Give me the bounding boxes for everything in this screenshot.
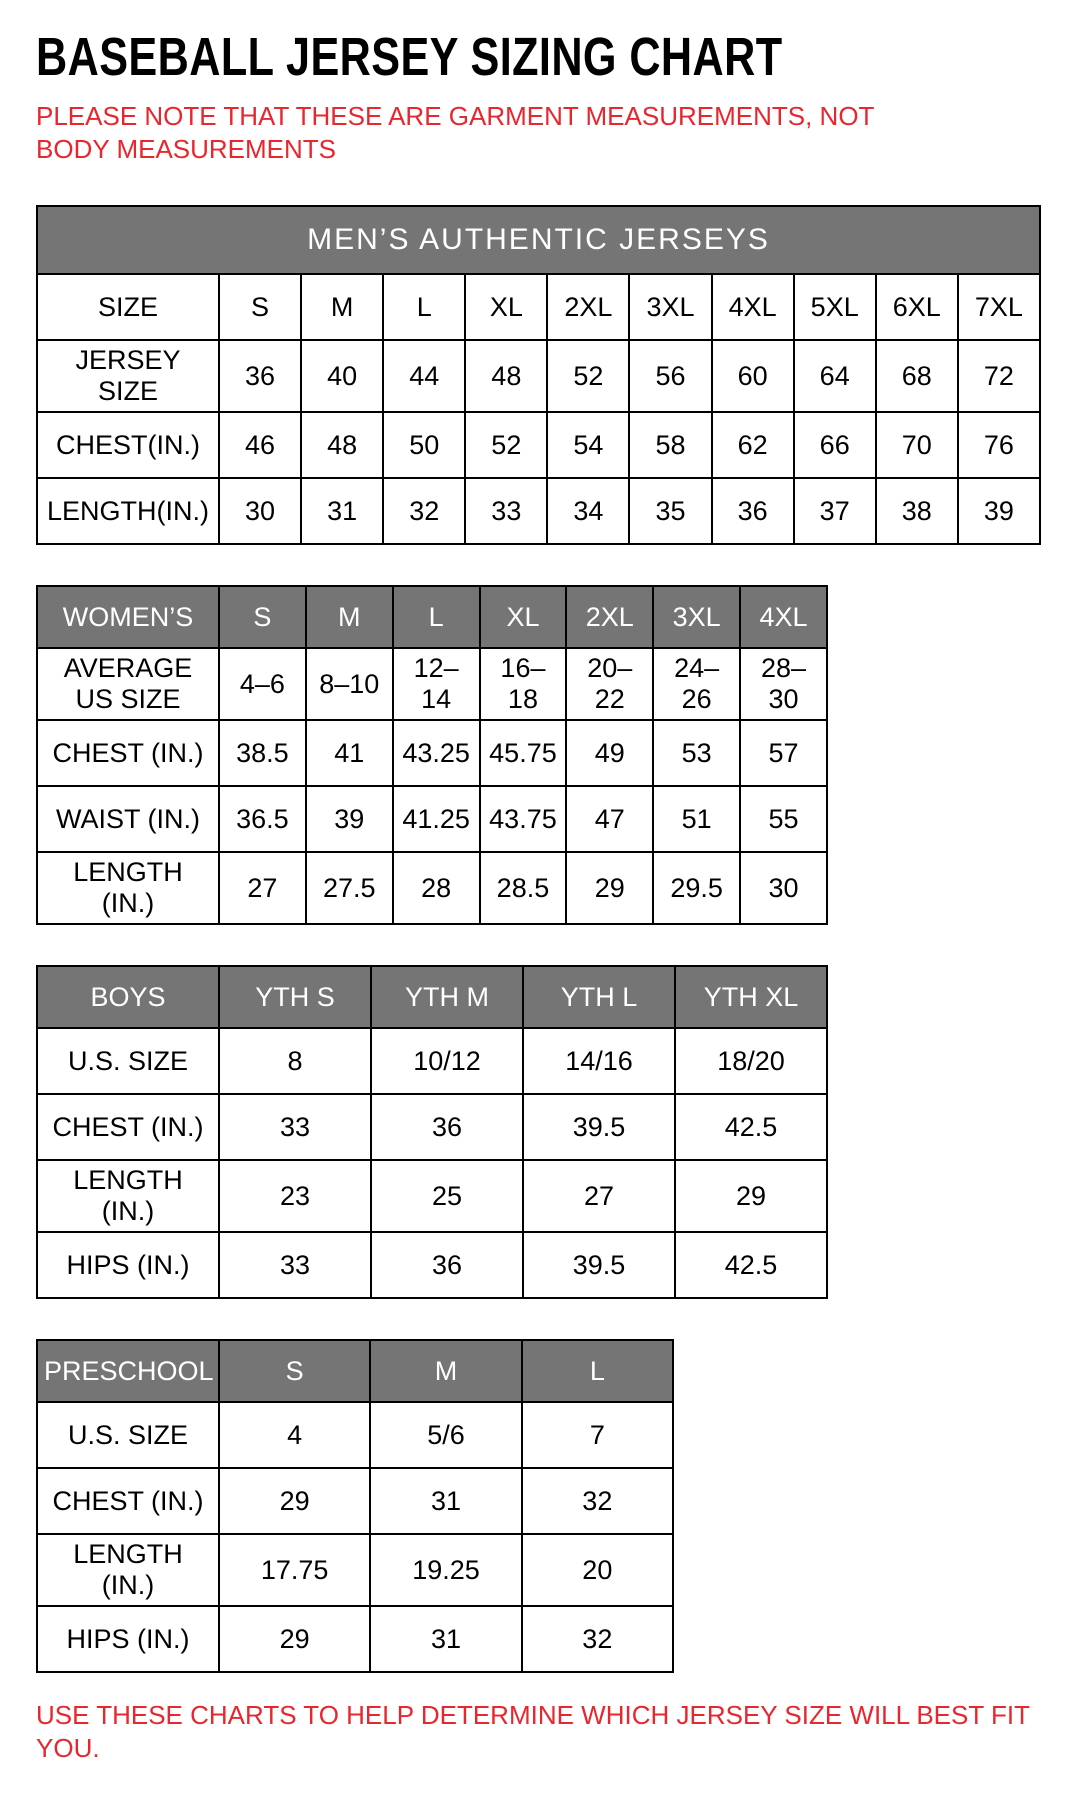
mens-value-cell: 36 <box>219 340 301 412</box>
boys-header-cell: YTH XL <box>675 966 827 1028</box>
womens-header-cell: WOMEN’S <box>37 586 219 648</box>
mens-value-cell: 38 <box>876 478 958 544</box>
womens-value-cell: 28.5 <box>480 852 567 924</box>
fit-advice-note: USE THESE CHARTS TO HELP DETERMINE WHICH JERSEY SIZE WILL BEST FIT YOU. <box>36 1700 1030 1763</box>
womens-value-cell: 8–10 <box>306 648 393 720</box>
mens-value-cell: 62 <box>712 412 794 478</box>
womens-value-cell: 39 <box>306 786 393 852</box>
mens-value-cell: 54 <box>547 412 629 478</box>
mens-value-cell: 7XL <box>958 274 1040 340</box>
mens-value-cell: 34 <box>547 478 629 544</box>
womens-value-cell: 47 <box>566 786 653 852</box>
womens-value-cell: 27.5 <box>306 852 393 924</box>
womens-value-cell: 55 <box>740 786 827 852</box>
mens-value-cell: 48 <box>301 412 383 478</box>
mens-row <box>37 412 1040 478</box>
boys-value-cell: 33 <box>219 1232 371 1298</box>
mens-value-cell: 33 <box>465 478 547 544</box>
womens-value-cell: 4–6 <box>219 648 306 720</box>
mens-value-cell: 40 <box>301 340 383 412</box>
boys-value-cell: 36 <box>371 1232 523 1298</box>
womens-row <box>37 648 827 720</box>
womens-row <box>37 852 827 924</box>
preschool-header-cell: L <box>522 1340 673 1402</box>
boys-value-cell: 8 <box>219 1028 371 1094</box>
boys-row <box>37 1160 827 1232</box>
preschool-row-label: HIPS (IN.) <box>37 1606 219 1672</box>
mens-value-cell: 58 <box>629 412 711 478</box>
boys-header-row <box>37 966 827 1028</box>
boys-value-cell: 42.5 <box>675 1232 827 1298</box>
womens-header-cell: L <box>393 586 480 648</box>
mens-value-cell: 30 <box>219 478 301 544</box>
mens-value-cell: 60 <box>712 340 794 412</box>
mens-value-cell: L <box>383 274 465 340</box>
womens-value-cell: 30 <box>740 852 827 924</box>
womens-value-cell: 16–18 <box>480 648 567 720</box>
womens-row-label: AVERAGE US SIZE <box>37 648 219 720</box>
preschool-value-cell: 17.75 <box>219 1534 370 1606</box>
womens-value-cell: 24–26 <box>653 648 740 720</box>
mens-row-label: LENGTH(IN.) <box>37 478 219 544</box>
boys-header-cell: YTH S <box>219 966 371 1028</box>
mens-table-banner: MEN’S AUTHENTIC JERSEYS <box>37 206 1040 274</box>
boys-header-cell: BOYS <box>37 966 219 1028</box>
womens-row-label: WAIST (IN.) <box>37 786 219 852</box>
mens-value-cell: 66 <box>794 412 876 478</box>
womens-header-cell: 2XL <box>566 586 653 648</box>
womens-value-cell: 28 <box>393 852 480 924</box>
mens-value-cell: 32 <box>383 478 465 544</box>
preschool-row <box>37 1606 673 1672</box>
preschool-value-cell: 32 <box>522 1606 673 1672</box>
preschool-value-cell: 19.25 <box>370 1534 521 1606</box>
womens-value-cell: 43.25 <box>393 720 480 786</box>
mens-value-cell: M <box>301 274 383 340</box>
mens-value-cell: 5XL <box>794 274 876 340</box>
womens-value-cell: 45.75 <box>480 720 567 786</box>
preschool-row-label: CHEST (IN.) <box>37 1468 219 1534</box>
mens-row <box>37 478 1040 544</box>
mens-value-cell: 52 <box>465 412 547 478</box>
preschool-value-cell: 31 <box>370 1468 521 1534</box>
womens-value-cell: 29 <box>566 852 653 924</box>
mens-value-cell: 35 <box>629 478 711 544</box>
mens-value-cell: 37 <box>794 478 876 544</box>
womens-value-cell: 41.25 <box>393 786 480 852</box>
boys-value-cell: 33 <box>219 1094 371 1160</box>
preschool-row-label: LENGTH (IN.) <box>37 1534 219 1606</box>
preschool-header-cell: S <box>219 1340 370 1402</box>
womens-value-cell: 20–22 <box>566 648 653 720</box>
garment-measurements-note: PLEASE NOTE THAT THESE ARE GARMENT MEASUREMENTS, NOT BODY MEASUREMENTS <box>36 101 874 164</box>
boys-value-cell: 29 <box>675 1160 827 1232</box>
womens-row <box>37 720 827 786</box>
boys-row-label: LENGTH (IN.) <box>37 1160 219 1232</box>
boys-row <box>37 1094 827 1160</box>
mens-banner-row <box>37 206 1040 274</box>
boys-value-cell: 23 <box>219 1160 371 1232</box>
womens-row-label: CHEST (IN.) <box>37 720 219 786</box>
womens-value-cell: 29.5 <box>653 852 740 924</box>
womens-value-cell: 38.5 <box>219 720 306 786</box>
mens-row-label: JERSEY SIZE <box>37 340 219 412</box>
boys-header-cell: YTH L <box>523 966 675 1028</box>
womens-value-cell: 43.75 <box>480 786 567 852</box>
mens-value-cell: 36 <box>712 478 794 544</box>
preschool-row <box>37 1402 673 1468</box>
preschool-value-cell: 20 <box>522 1534 673 1606</box>
preschool-header-row <box>37 1340 673 1402</box>
womens-value-cell: 12–14 <box>393 648 480 720</box>
preschool-sizing-table <box>36 1339 674 1673</box>
mens-row <box>37 340 1040 412</box>
mens-value-cell: S <box>219 274 301 340</box>
preschool-value-cell: 31 <box>370 1606 521 1672</box>
womens-row-label: LENGTH (IN.) <box>37 852 219 924</box>
boys-header-cell: YTH M <box>371 966 523 1028</box>
boys-value-cell: 42.5 <box>675 1094 827 1160</box>
boys-row-label: HIPS (IN.) <box>37 1232 219 1298</box>
womens-header-row <box>37 586 827 648</box>
boys-value-cell: 18/20 <box>675 1028 827 1094</box>
boys-row <box>37 1028 827 1094</box>
boys-row-label: U.S. SIZE <box>37 1028 219 1094</box>
boys-value-cell: 25 <box>371 1160 523 1232</box>
womens-header-cell: 3XL <box>653 586 740 648</box>
womens-value-cell: 41 <box>306 720 393 786</box>
mens-value-cell: 50 <box>383 412 465 478</box>
womens-value-cell: 28–30 <box>740 648 827 720</box>
preschool-value-cell: 5/6 <box>370 1402 521 1468</box>
womens-header-cell: XL <box>480 586 567 648</box>
page-title: BASEBALL JERSEY SIZING CHART <box>36 27 783 87</box>
womens-header-cell: 4XL <box>740 586 827 648</box>
mens-value-cell: 70 <box>876 412 958 478</box>
mens-sizing-table <box>36 205 1041 545</box>
boys-value-cell: 36 <box>371 1094 523 1160</box>
mens-value-cell: 2XL <box>547 274 629 340</box>
mens-value-cell: 46 <box>219 412 301 478</box>
preschool-row-label: U.S. SIZE <box>37 1402 219 1468</box>
womens-value-cell: 36.5 <box>219 786 306 852</box>
preschool-value-cell: 32 <box>522 1468 673 1534</box>
mens-value-cell: 48 <box>465 340 547 412</box>
womens-sizing-table <box>36 585 828 925</box>
mens-value-cell: 4XL <box>712 274 794 340</box>
womens-header-cell: S <box>219 586 306 648</box>
boys-value-cell: 39.5 <box>523 1232 675 1298</box>
preschool-row <box>37 1468 673 1534</box>
womens-row <box>37 786 827 852</box>
mens-value-cell: 52 <box>547 340 629 412</box>
mens-value-cell: 39 <box>958 478 1040 544</box>
preschool-value-cell: 29 <box>219 1468 370 1534</box>
womens-header-cell: M <box>306 586 393 648</box>
preschool-header-cell: PRESCHOOL <box>37 1340 219 1402</box>
preschool-value-cell: 4 <box>219 1402 370 1468</box>
womens-value-cell: 51 <box>653 786 740 852</box>
mens-value-cell: 68 <box>876 340 958 412</box>
boys-value-cell: 27 <box>523 1160 675 1232</box>
mens-value-cell: 44 <box>383 340 465 412</box>
womens-value-cell: 53 <box>653 720 740 786</box>
preschool-row <box>37 1534 673 1606</box>
preschool-value-cell: 29 <box>219 1606 370 1672</box>
boys-value-cell: 39.5 <box>523 1094 675 1160</box>
boys-value-cell: 14/16 <box>523 1028 675 1094</box>
boys-sizing-table <box>36 965 828 1299</box>
mens-value-cell: 6XL <box>876 274 958 340</box>
boys-row <box>37 1232 827 1298</box>
preschool-header-cell: M <box>370 1340 521 1402</box>
womens-value-cell: 49 <box>566 720 653 786</box>
womens-value-cell: 27 <box>219 852 306 924</box>
boys-row-label: CHEST (IN.) <box>37 1094 219 1160</box>
mens-row-label: SIZE <box>37 274 219 340</box>
mens-value-cell: 3XL <box>629 274 711 340</box>
mens-value-cell: XL <box>465 274 547 340</box>
mens-value-cell: 72 <box>958 340 1040 412</box>
mens-row-label: CHEST(IN.) <box>37 412 219 478</box>
mens-row <box>37 274 1040 340</box>
mens-value-cell: 56 <box>629 340 711 412</box>
mens-value-cell: 76 <box>958 412 1040 478</box>
mens-value-cell: 31 <box>301 478 383 544</box>
boys-value-cell: 10/12 <box>371 1028 523 1094</box>
mens-value-cell: 64 <box>794 340 876 412</box>
preschool-value-cell: 7 <box>522 1402 673 1468</box>
womens-value-cell: 57 <box>740 720 827 786</box>
